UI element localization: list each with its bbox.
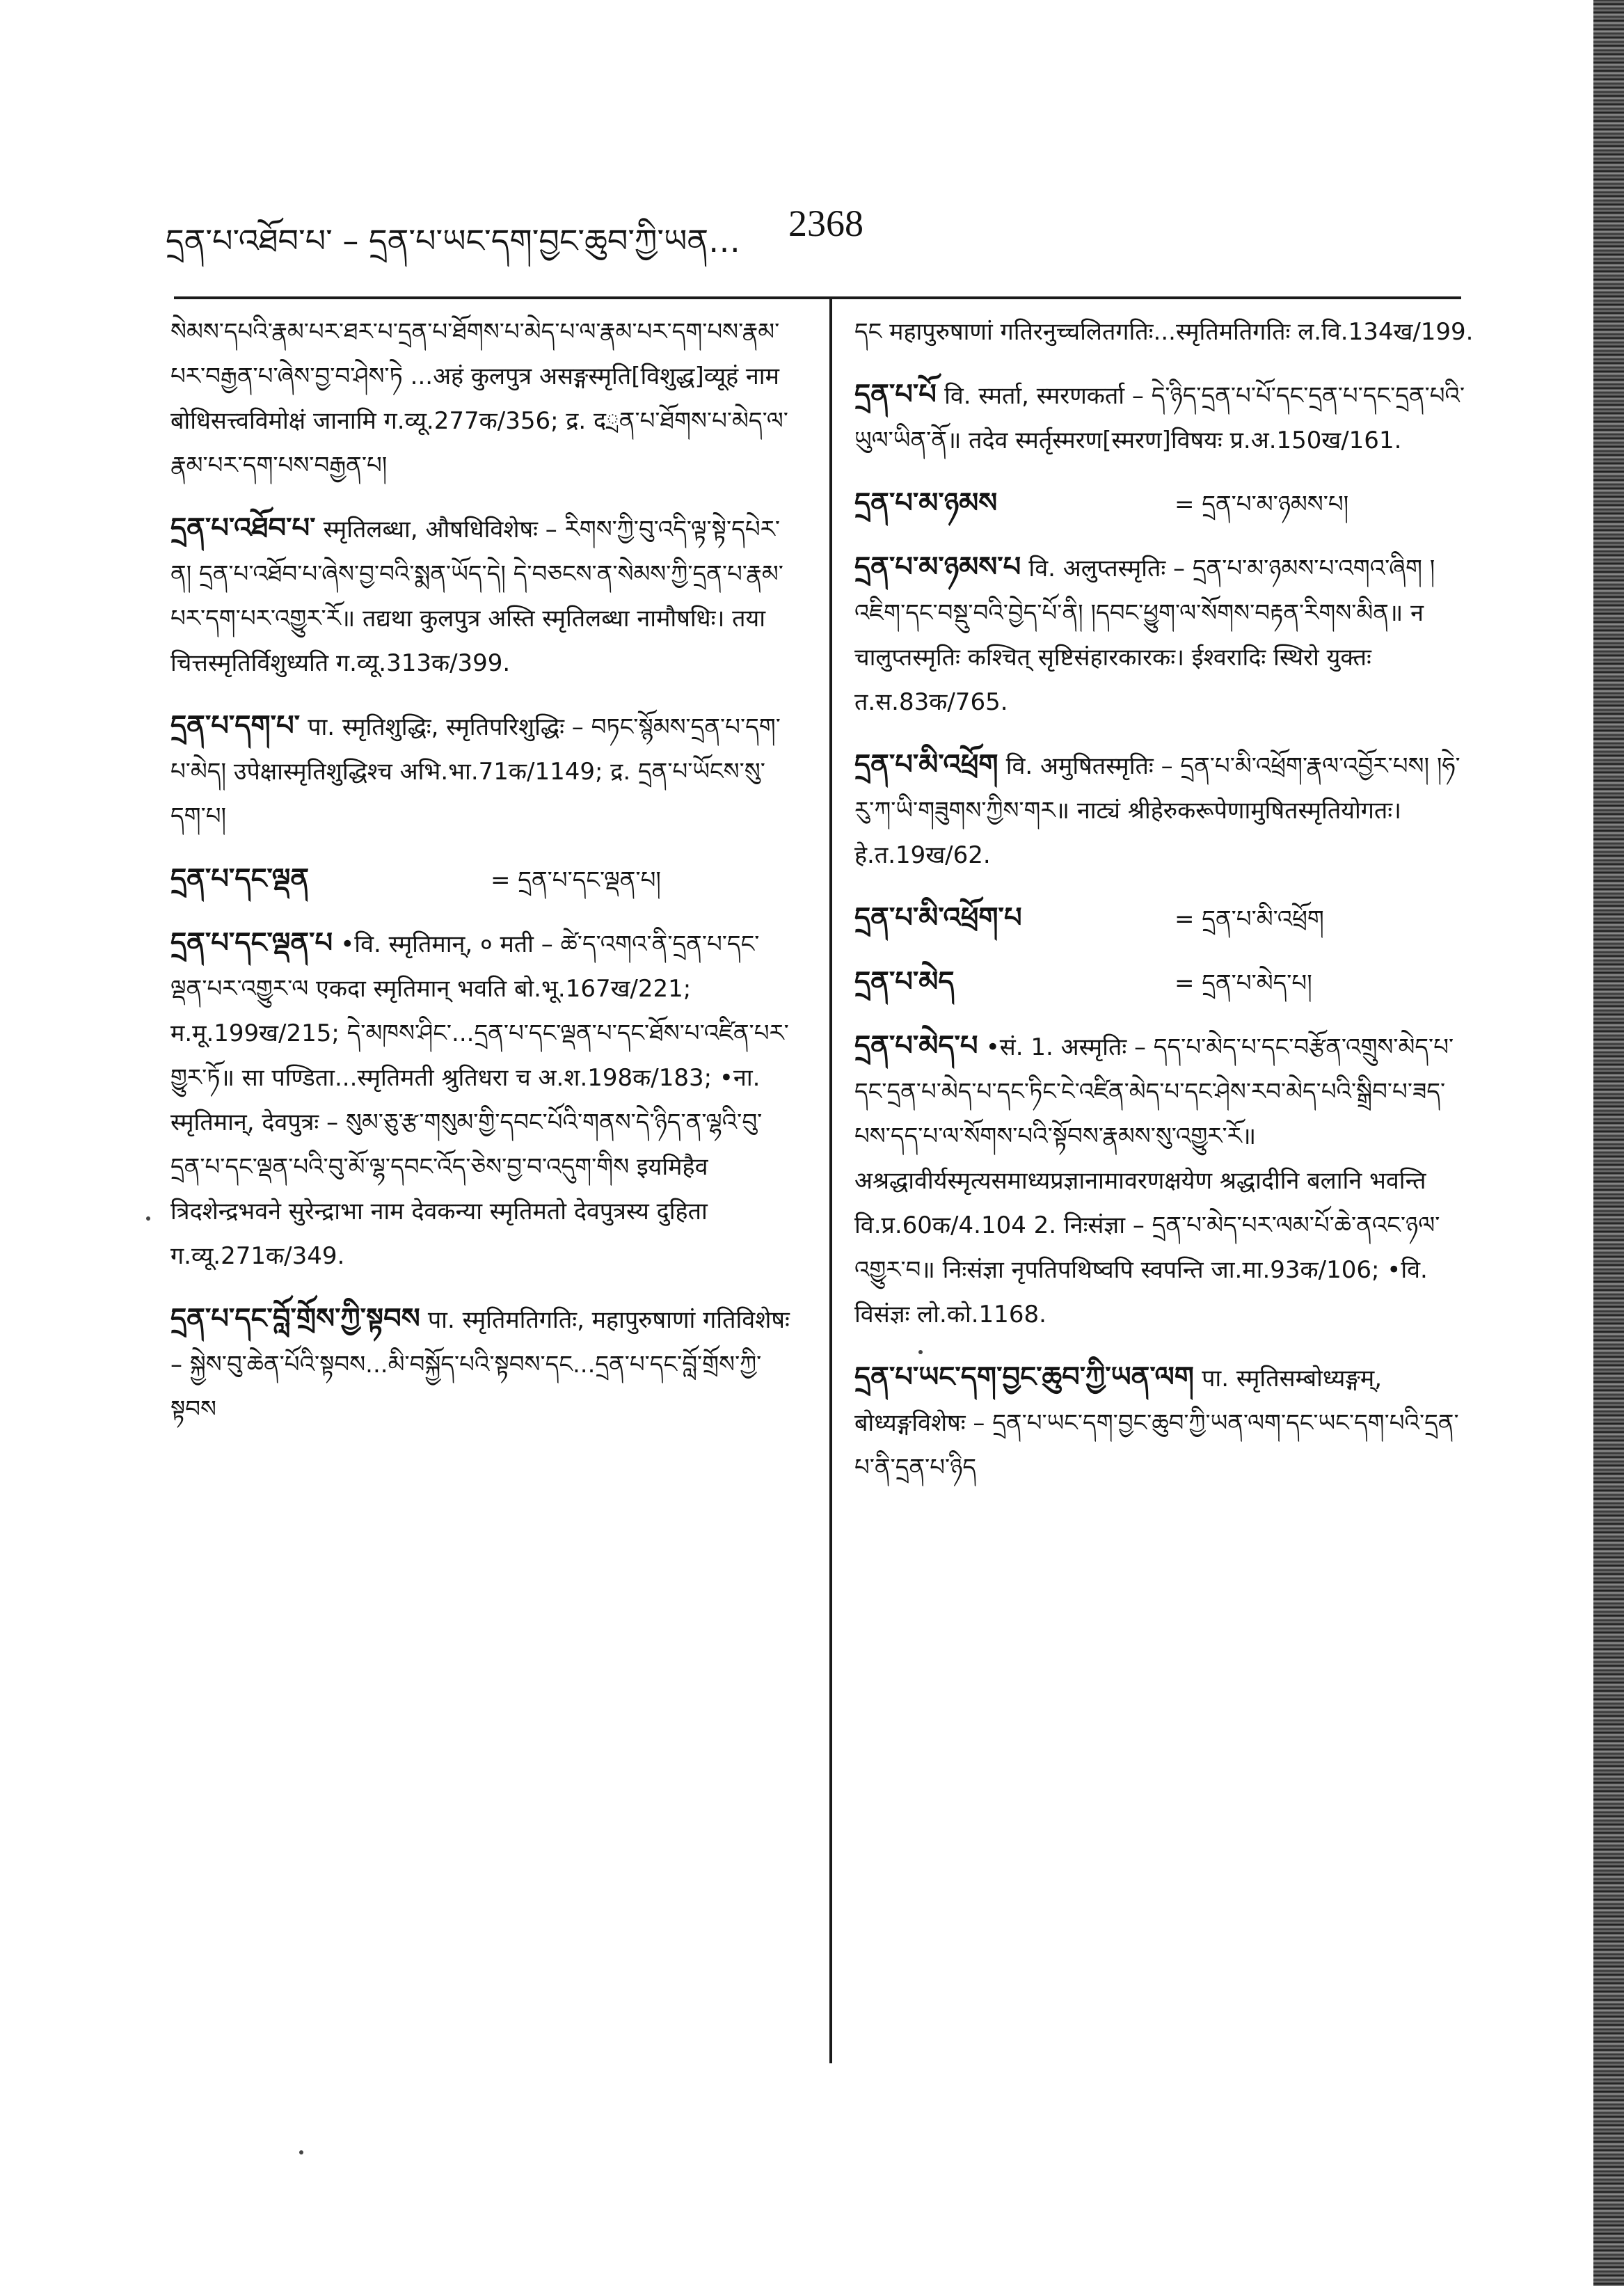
entry-text: = དྲན་པ་དང་ལྡན་པ། [491,866,661,894]
entry-headword: དྲན་པ་པོ [854,379,937,411]
entry-text: སེམས་དཔའི་རྣམ་པར་ཐར་པ་དྲན་པ་ཐོགས་པ་མེད་པ་ལ་རྣམ་པར་དག་པས་རྣམ་པར་བརྒྱན་པ་ཞེས་བྱ་བ་ཤེས་ཏེ ...अहं कुलपुत्र असङ्गस्मृति[विशुद्ध]व्यूहं नाम बोधिसत्त्वविमोक्षं जानामि ग.व्यू.277क/356; द्र. दྲན་པ་ཐོགས་པ་མེད་ལ་རྣམ་པར་དག་པས་བརྒྱན་པ། [170,318,788,479]
dictionary-entry [170,506,790,685]
left-column [170,310,790,1450]
entry-text: = དྲན་པ་མི་འཕྲོག [1175,905,1324,933]
column-divider [829,299,832,2063]
dictionary-entry [854,310,1474,354]
entry-text: = དྲན་པ་མ་ཉམས་པ། [1175,491,1349,518]
entry-text: पा. स्मृतिसम्बोध्यङ्गम्, बोध्यङ्गविशेषः – དྲན་པ་ཡང་དག་བྱང་ཆུབ་ཀྱི་ཡན་ལག་དང་ཡང་དག་པའི་དྲན་པ་ནི་དྲན་པ་ཉིད [854,1365,1459,1482]
entry-headword: དྲན་པ་དང་ལྡན་པ [170,927,333,959]
dictionary-entry [170,310,790,488]
dictionary-entry [854,545,1474,724]
entry-text: पा. स्मृतिशुद्धिः, स्मृतिपरिशुद्धिः – བཏང་སྙོམས་དྲན་པ་དག་པ་མེད། उपेक्षास्मृतिशुद्धिश्च अभि.भा.71क/1149; द्र. དྲན་པ་ཡོངས་སུ་དག་པ། [170,713,781,830]
entry-headword: དྲན་པ་མ་ཉམས [854,487,998,519]
cross-reference-entry [854,481,1474,527]
entry-headword: དྲན་པ་མ་ཉམས་པ [854,551,1021,583]
page-number: 2368 [788,203,863,244]
running-head: དྲན་པ་འཐོབ་པ་ – དྲན་པ་ཡང་དག་བྱང་ཆུབ་ཀྱི་ཡན… [166,222,741,260]
entry-text: वि. अमुषितस्मृतिः – དྲན་པ་མི་འཕྲོག་རྣལ་འབྱོར་པས། །ཧེ་རུ་ཀ་ཡི་གཟུགས་ཀྱིས་གར॥ नाट्यं श्रीहेरुकरूपेणामुषितस्मृतियोगतः। हे.त.19ख/62. [854,752,1460,869]
entry-headword: དྲན་པ་དག་པ་ [170,710,301,742]
dictionary-entry [170,921,790,1278]
entry-text: = དྲན་པ་མེད་པ། [1175,969,1312,997]
entry-text: पा. स्मृतिमतिगतिः, महापुरुषाणां गतिविशेषः – སྐྱེས་བུ་ཆེན་པོའི་སྟབས...མི་བསྐྱོད་པའི་སྟབས་དང...དྲན་པ་དང་བློ་གྲོས་ཀྱི་སྟབས [170,1306,790,1423]
entry-headword: དྲན་པ་མེད [854,966,955,998]
dictionary-entry [170,1296,790,1431]
entry-headword: དྲན་པ་དང་བློ་གྲོས་ཀྱི་སྟབས [170,1303,420,1335]
cross-reference-entry [854,896,1474,942]
entry-headword: དྲན་པ་ཡང་དག་བྱང་ཆུབ་ཀྱི་ཡན་ལག [854,1361,1194,1393]
right-column [854,310,1474,1508]
page-header [166,202,1460,260]
entry-headword: དྲན་པ་དང་ལྡན [170,863,310,895]
entry-headword: དྲན་པ་འཐོབ་པ་ [170,512,316,544]
scan-speck [918,1350,923,1354]
entry-text: དང महापुरुषाणां गतिरनुच्चलितगतिः...स्मृतिमतिगतिः ल.वि.134ख/199. [854,318,1474,346]
dictionary-entry [854,743,1474,878]
dictionary-entry [854,1355,1474,1490]
dictionary-entry [170,704,790,839]
entry-headword: དྲན་པ་མི་འཕྲོག་པ [854,902,1022,934]
entry-text: •वि. स्मृतिमान्, ० मती – ཚེ་ད་འགའ་ནི་དྲན་པ་དང་ལྡན་པར་འགྱུར་ལ एकदा स्मृतिमान् भवति बो.भू.167ख/221; म.मू.199ख/215; དེ་མཁས་ཤིང་...དྲན་པ་དང་ལྡན་པ་དང་ཐོས་པ་འཛིན་པར་གྱུར་ཏོ॥ सा पण्डिता...स्मृतिमती श्रुतिधरा च अ.श.198क/183; •ना. स्मृतिमान्, देवपुत्रः – སུམ་ཅུ་རྩ་གསུམ་གྱི་དབང་པོའི་གནས་དེ་ཉིད་ན་ལྷའི་བུ་དྲན་པ་དང་ལྡན་པའི་བུ་མོ་ལྷ་དབང་འོད་ཅེས་བྱ་བ་འདུག་གིས इयमिहैव त्रिदशेन्द्रभवने सुरेन्द्राभा नाम देवकन्या स्मृतिमतो देवपुत्रस्य दुहिता ग.व्यू.271क/349. [170,930,789,1270]
cross-reference-entry [854,960,1474,1006]
scan-speck [146,1216,150,1221]
cross-reference-entry [170,857,790,903]
entry-text: •सं. 1. अस्मृतिः – དད་པ་མེད་པ་དང་བརྩོན་འགྲུས་མེད་པ་དང་དྲན་པ་མེད་པ་དང་ཏིང་ངེ་འཛིན་མེད་པ་དང་ཤེས་རབ་མེད་པའི་སྒྲིབ་པ་ཟད་པས་དད་པ་ལ་སོགས་པའི་སྟོབས་རྣམས་སུ་འགྱུར་རོ॥ अश्रद्धावीर्यस्मृत्यसमाध्यप्रज्ञानामावरणक्षयेण श्रद्धादीनि बलानि भवन्ति वि.प्र.60क/4.104 2. निःसंज्ञा – དྲན་པ་མེད་པར་ལམ་པོ་ཆེ་ནའང་ཉལ་འགྱུར་བ॥ निःसंज्ञा नृपतिपथिष्वपि स्वपन्ति जा.मा.93क/106; •वि. विसंज्ञः लो.को.1168. [854,1033,1454,1328]
scanned-page-edge [1593,0,1624,2286]
scan-speck [299,2150,303,2154]
entry-text: वि. अलुप्तस्मृतिः – དྲན་པ་མ་ཉམས་པ་འགའ་ཞིག །འཇིག་དང་བསྡུ་བའི་བྱེད་པོ་ནི། །དབང་ཕྱུག་ལ་སོགས་བརྟན་རིགས་མིན॥ न चालुप्तस्मृतिः कश्चित् सृष्टिसंहारकारकः। ईश्वरादिः स्थिरो युक्तः त.स.83क/765. [854,555,1435,716]
entry-text: स्मृतिलब्धा, औषधिविशेषः – རིགས་ཀྱི་བུ་འདི་ལྟ་སྟེ་དཔེར་ན། དྲན་པ་འཐོབ་པ་ཞེས་བྱ་བའི་སྨན་ཡོད་དེ། དེ་བཅངས་ན་སེམས་ཀྱི་དྲན་པ་རྣམ་པར་དག་པར་འགྱུར་རོ॥ तद्यथा कुलपुत्र अस्ति स्मृतिलब्धा नामौषधिः। तया चित्तस्मृतिर्विशुध्यति ग.व्यू.313क/399. [170,516,783,677]
dictionary-entry [854,1024,1474,1337]
header-rule [174,296,1461,299]
entry-headword: དྲན་པ་མེད་པ [854,1030,978,1062]
dictionary-entry [854,372,1474,463]
entry-text: वि. स्मर्ता, स्मरणकर्ता – དེ་ཉིད་དྲན་པ་པོ་དང་དྲན་པ་དང་དྲན་པའི་ཡུལ་ཡིན་ནོ॥ तदेव स्मर्तृस्मरण[स्मरण]विषयः प्र.अ.150ख/161. [854,382,1465,454]
entry-headword: དྲན་པ་མི་འཕྲོག [854,749,998,781]
